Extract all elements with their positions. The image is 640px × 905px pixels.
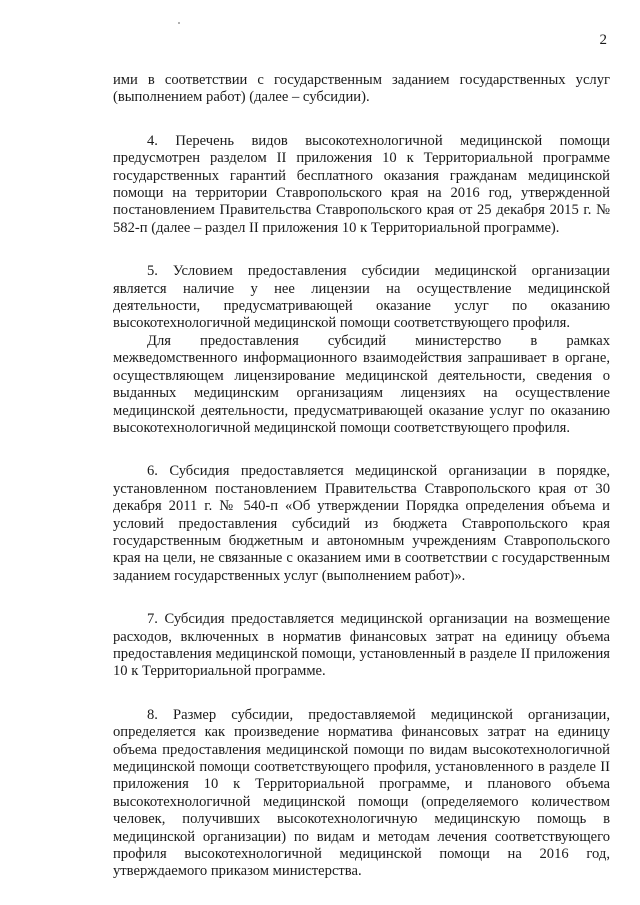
paragraph-7: 7. Субсидия предоставляется медицинской организации на возмещение расходов, включенных в норматив финансовых затрат на единицу объема предоставления медицинской помощи, установленный в разделе II приложения 10 к Территориальной программе. [113,611,610,680]
paragraph-4: 4. Перечень видов высокотехнологичной медицинской помощи предусмотрен разделом II приложения 10 к Территориальной программе государственных гарантий бесплатного оказания гражданам медицинской помощи на территории Ставропольского края на 2016 год, утвержденной постановлением Правительства Ставропольского края от 25 декабря 2015 г. № 582-п (далее – раздел II приложения 10 к Территориальной программе). [113,132,610,236]
scan-dot [178,22,180,24]
document-body [113,72,610,881]
paragraph-continuation: ими в соответствии с государственным заданием государственных услуг (выполнением работ) (далее – субсидии). [113,72,610,106]
paragraph-5: 5. Условием предоставления субсидии медицинской организации является наличие у нее лицензии на осуществление медицинской деятельности, предусматривающей оказание услуг по оказанию высокотехнологичной медицинской помощи соответствующего профиля. [113,263,610,332]
paragraph-6: 6. Субсидия предоставляется медицинской организации в порядке, установленном постановлением Правительства Ставропольского края от 30 декабря 2011 г. № 540-п «Об утверждении Порядка определения объема и условий предоставления субсидий из бюджета Ставропольского края государственным бюджетным и автономным учреждениям Ставропольского края на цели, не связанные с оказанием ими в соответствии с государственным заданием государственных услуг (выполнением работ)». [113,463,610,584]
paragraph-5-licensing: Для предоставления субсидий министерство в рамках межведомственного информационного взаимодействия запрашивает в органе, осуществляющем лицензирование медицинской деятельности, сведения о выданных медицинским организациям лицензиях на осуществление медицинской деятельности, предусматривающей оказание услуг по оказанию высокотехнологичной медицинской помощи соответствующего профиля. [113,332,610,436]
page-number: 2 [599,32,607,48]
paragraph-8: 8. Размер субсидии, предоставляемой медицинской организации, определяется как произведение норматива финансовых затрат на единицу объема предоставления медицинской помощи по видам высокотехнологичной медицинской помощи соответствующего профиля, установленного в разделе II приложения 10 к Территориальной программе, и планового объема высокотехнологичной медицинской помощи (определяемого количеством человек, получивших высокотехнологичную медицинскую помощь в медицинской организации) по видам и методам лечения соответствующего профиля высокотехнологичной медицинской помощи на 2016 год, утверждаемого приказом министерства. [113,706,610,880]
